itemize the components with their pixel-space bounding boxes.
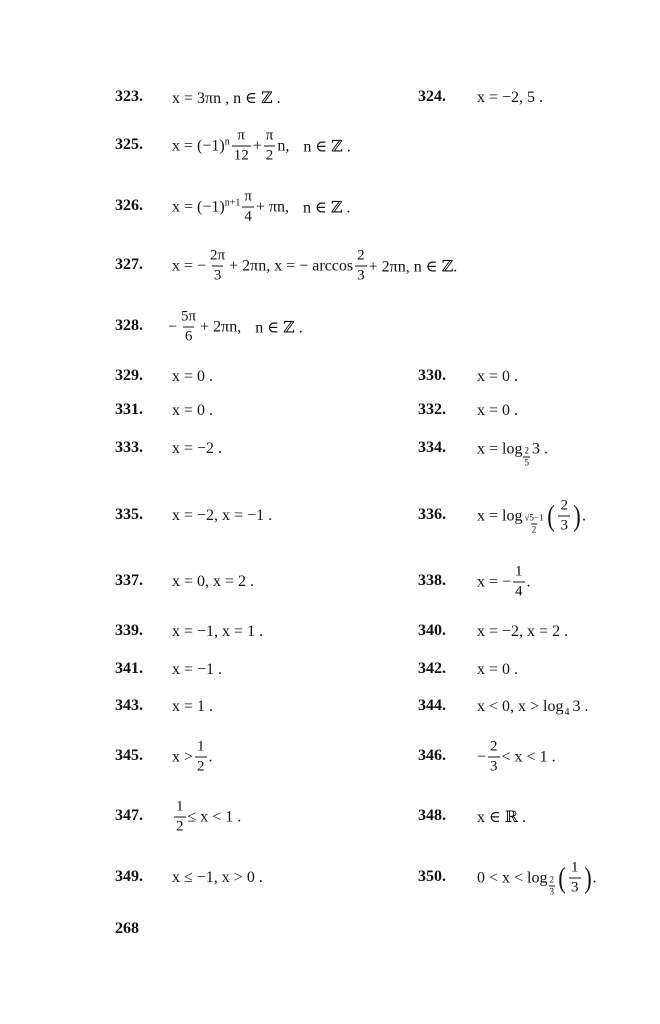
answer-number: 330.	[418, 367, 446, 384]
expr-part: .	[208, 748, 213, 765]
answer-expression: x = log $\frac{√5-1}{2}$ ( $\frac{2}{3}$ ) .	[477, 497, 586, 535]
answer-number: 345.	[115, 747, 143, 764]
answer-number: 338.	[418, 572, 446, 589]
answer-expression	[477, 698, 589, 716]
fraction	[513, 565, 525, 600]
answer-number: 331.	[115, 401, 143, 418]
expr-part: n ∈ ℤ .	[255, 319, 303, 336]
answer-number: 323.	[115, 88, 143, 105]
answer-expression: x = 0 .	[477, 402, 519, 419]
denominator: 12	[233, 147, 249, 164]
answer-expression	[477, 740, 556, 775]
expr-part: −	[168, 318, 178, 335]
answer-expression: x = −2, x = −1 .	[172, 507, 273, 524]
numerator: 1	[515, 563, 523, 580]
answer-expression: x ≤ −1, x > 0 .	[172, 869, 263, 886]
exponent: n+1	[224, 197, 241, 209]
answer-expression	[172, 740, 213, 775]
answer-expression: x = −2, x = 2 .	[477, 623, 569, 640]
expr-part: 3 .	[572, 698, 589, 715]
expr-part: n ∈ ℤ .	[303, 199, 351, 216]
denominator: 2	[197, 758, 205, 775]
expr-part: + 2πn, x = − arccos	[229, 257, 354, 274]
page-number: 268	[115, 920, 139, 937]
answer-expression: x = −2, 5 .	[477, 89, 544, 106]
answer-number: 336.	[418, 506, 446, 523]
log-base: 4	[564, 706, 570, 718]
answer-expression	[477, 565, 531, 600]
answer-number: 329.	[115, 367, 143, 384]
expr-part: x = (−1)	[172, 198, 225, 215]
numerator: π	[244, 188, 252, 205]
answer-expression: x ∈ ℝ .	[477, 809, 527, 826]
answer-number: 347.	[115, 807, 143, 824]
answer-expression: x = 0 .	[477, 661, 519, 678]
log-base	[549, 876, 556, 897]
log-base	[523, 447, 530, 468]
answer-expression: x = 0, x = 2 .	[172, 573, 255, 590]
fraction	[264, 129, 276, 164]
log-base-numerator: 2	[549, 874, 554, 885]
fraction	[208, 249, 227, 284]
answer-expression	[172, 249, 457, 284]
answer-expression: 0 < x < log $\frac{2}{3}$ ( $\frac{1}{3}$ ) .	[477, 859, 597, 897]
denominator: 3	[357, 267, 365, 284]
numerator: 2	[490, 738, 498, 755]
expr-part: + 2πn,	[200, 318, 242, 335]
numerator: 5π	[181, 308, 197, 325]
denominator: 3	[560, 517, 568, 534]
fraction	[569, 861, 581, 896]
numerator: 1	[571, 859, 579, 876]
answer-number: 339.	[115, 622, 143, 639]
answer-number: 326.	[115, 197, 143, 214]
expr-part: x >	[172, 748, 194, 765]
numerator: π	[237, 127, 245, 144]
log-base-denominator: 2	[531, 524, 537, 535]
expr-part: x = −	[477, 573, 512, 590]
answer-number: 335.	[115, 506, 143, 523]
expr-part: .	[581, 507, 586, 524]
expr-part: ≤ x < 1 .	[187, 808, 242, 825]
log-base-numerator: √5−1	[524, 512, 544, 523]
expr-part: n ∈ ℤ .	[303, 138, 351, 155]
answer-expression: x = −1, x = 1 .	[172, 623, 264, 640]
denominator: 3	[571, 879, 579, 896]
expr-part: +	[252, 137, 262, 154]
expr-part: n,	[277, 137, 290, 154]
log-base	[523, 514, 544, 535]
expr-part: x < 0, x > log	[477, 698, 564, 715]
fraction	[179, 310, 198, 345]
fraction	[174, 800, 186, 835]
denominator: 6	[184, 328, 193, 345]
answer-expression: x = −1 .	[172, 661, 223, 678]
exponent: n	[224, 136, 230, 148]
expr-part: + πn,	[255, 198, 290, 215]
answer-number: 348.	[418, 807, 446, 824]
answer-number: 346.	[418, 747, 446, 764]
answer-number: 350.	[418, 868, 446, 885]
denominator: 3	[490, 758, 498, 775]
answer-expression: x = 0 .	[477, 368, 519, 385]
fraction	[232, 129, 251, 164]
expr-part: < x < 1 .	[501, 748, 556, 765]
numerator: 2	[357, 247, 365, 264]
fraction	[355, 249, 367, 284]
denominator: 2	[265, 147, 274, 164]
denominator: 4	[244, 208, 252, 225]
numerator: π	[265, 127, 274, 144]
numerator: 2	[560, 497, 568, 514]
expr-part: x = log	[477, 440, 523, 457]
answer-number: 324.	[418, 88, 446, 105]
log-base-denominator: 5	[524, 457, 529, 468]
numerator: 1	[176, 798, 184, 815]
denominator: 4	[515, 583, 523, 600]
denominator: 3	[213, 267, 222, 284]
answer-expression	[172, 800, 241, 835]
expr-part: .	[526, 573, 531, 590]
answer-expression: x = 1 .	[172, 698, 214, 715]
answer-number: 342.	[418, 660, 446, 677]
expr-part: x = log	[477, 507, 523, 524]
answer-expression: x = 0 .	[172, 368, 214, 385]
expr-part: 3 .	[531, 440, 548, 457]
numerator: 2π	[210, 247, 226, 264]
numerator: 1	[197, 738, 205, 755]
answer-number: 337.	[115, 572, 143, 589]
expr-part: 0 < x < log	[477, 869, 548, 886]
fraction	[242, 190, 254, 225]
answer-number: 327.	[115, 256, 143, 273]
answer-number: 328.	[115, 317, 143, 334]
fraction	[558, 499, 570, 534]
expr-part: + 2πn, n ∈ ℤ.	[368, 258, 458, 275]
answer-expression	[172, 129, 351, 164]
fraction	[488, 740, 500, 775]
log-base-denominator: 3	[549, 886, 554, 897]
answer-number: 325.	[115, 136, 143, 153]
answer-number: 334.	[418, 439, 446, 456]
denominator: 2	[176, 818, 184, 835]
expr-part: x = −	[172, 257, 207, 274]
answer-number: 344.	[418, 697, 446, 714]
log-base-numerator: 2	[524, 445, 529, 456]
answer-expression	[172, 190, 351, 225]
answer-number: 340.	[418, 622, 446, 639]
answer-number: 333.	[115, 439, 143, 456]
answer-expression	[477, 431, 548, 468]
answer-expression: x = 0 .	[172, 402, 214, 419]
expr-part: .	[592, 869, 597, 886]
answer-expression: x = −2 .	[172, 440, 223, 457]
expr-part: x = (−1)	[172, 137, 225, 154]
fraction	[195, 740, 207, 775]
answer-number: 343.	[115, 697, 143, 714]
answer-expression: x = 3πn , n ∈ ℤ .	[172, 90, 281, 107]
answer-expression	[168, 310, 303, 345]
expr-part: −	[477, 748, 487, 765]
answer-number: 349.	[115, 868, 143, 885]
answer-number: 332.	[418, 401, 446, 418]
answer-number: 341.	[115, 660, 143, 677]
